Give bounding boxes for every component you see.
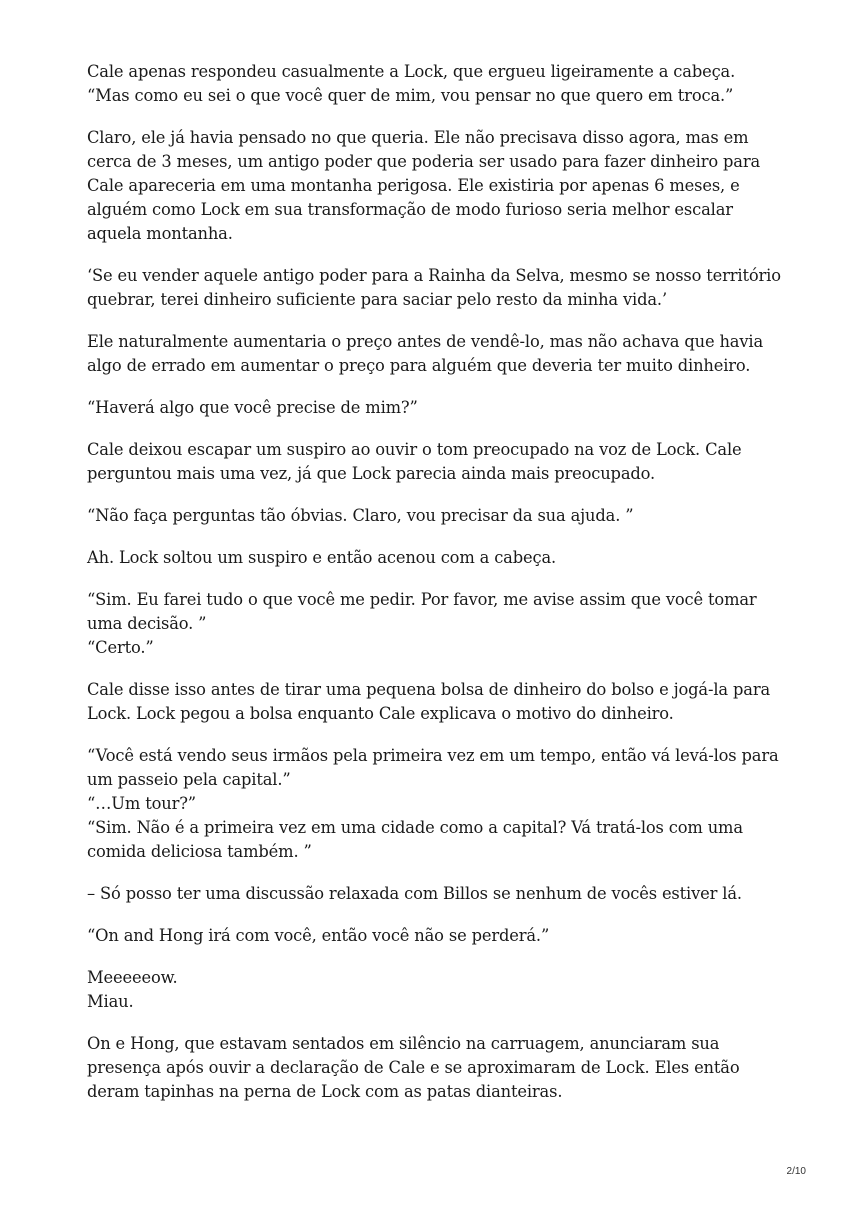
paragraph	[87, 396, 787, 420]
text-line: “Você está vendo seus irmãos pela primeira vez em um tempo, então vá levá-los para um passeio pela capital.”	[87, 746, 779, 789]
text-line: Ah. Lock soltou um suspiro e então acenou com a cabeça.	[87, 548, 557, 567]
paragraph	[87, 924, 787, 948]
text-line: “Sim. Não é a primeira vez em uma cidade como a capital? Vá tratá-los com uma comida deliciosa também. ”	[87, 818, 743, 861]
text-line: “On and Hong irá com você, então você não se perderá.”	[87, 926, 550, 945]
paragraph	[87, 504, 787, 528]
paragraph	[87, 60, 787, 108]
text-line: Claro, ele já havia pensado no que queria. Ele não precisava disso agora, mas em cerca de 3 meses, um antigo poder que poderia ser usado para fazer dinheiro para Cale apareceria em uma montanha perigosa. Ele existiria por apenas 6 meses, e alguém como Lock em sua transformação de modo furioso seria melhor escalar aquela montanha.	[87, 128, 761, 243]
paragraph	[87, 744, 787, 864]
paragraph	[87, 588, 787, 660]
paragraph	[87, 966, 787, 1014]
text-line: Miau.	[87, 992, 134, 1011]
paragraph	[87, 438, 787, 486]
text-line: Cale disse isso antes de tirar uma pequena bolsa de dinheiro do bolso e jogá-la para Lock. Lock pegou a bolsa enquanto Cale explicava o motivo do dinheiro.	[87, 680, 771, 723]
text-line: Ele naturalmente aumentaria o preço antes de vendê-lo, mas não achava que havia algo de errado em aumentar o preço para alguém que deveria ter muito dinheiro.	[87, 332, 764, 375]
text-line: ‘Se eu vender aquele antigo poder para a Rainha da Selva, mesmo se nosso território quebrar, terei dinheiro suficiente para saciar pelo resto da minha vida.’	[87, 266, 781, 309]
text-line: “Não faça perguntas tão óbvias. Claro, vou precisar da sua ajuda. ”	[87, 506, 634, 525]
paragraph	[87, 264, 787, 312]
text-line: “Certo.”	[87, 638, 154, 657]
text-line: “Sim. Eu farei tudo o que você me pedir. Por favor, me avise assim que você tomar uma decisão. ”	[87, 590, 757, 633]
page-number: 2/10	[786, 1166, 806, 1177]
paragraph	[87, 1032, 787, 1104]
paragraph	[87, 678, 787, 726]
text-line: On e Hong, que estavam sentados em silêncio na carruagem, anunciaram sua presença após ouvir a declaração de Cale e se aproximaram de Lock. Eles então deram tapinhas na perna de Lock com as patas dianteiras.	[87, 1034, 740, 1101]
paragraph	[87, 546, 787, 570]
text-line: Cale deixou escapar um suspiro ao ouvir o tom preocupado na voz de Lock. Cale perguntou mais uma vez, já que Lock parecia ainda mais preocupado.	[87, 440, 742, 483]
text-line: Cale apenas respondeu casualmente a Lock, que ergueu ligeiramente a cabeça.	[87, 62, 736, 81]
text-line: – Só posso ter uma discussão relaxada com Billos se nenhum de vocês estiver lá.	[87, 884, 742, 903]
paragraph	[87, 330, 787, 378]
text-line: “Haverá algo que você precise de mim?”	[87, 398, 418, 417]
text-line: “Mas como eu sei o que você quer de mim, vou pensar no que quero em troca.”	[87, 86, 734, 105]
document-body	[87, 60, 787, 1122]
paragraph	[87, 126, 787, 246]
text-line: Meeeeeow.	[87, 968, 178, 987]
paragraph	[87, 882, 787, 906]
text-line: “…Um tour?”	[87, 794, 196, 813]
